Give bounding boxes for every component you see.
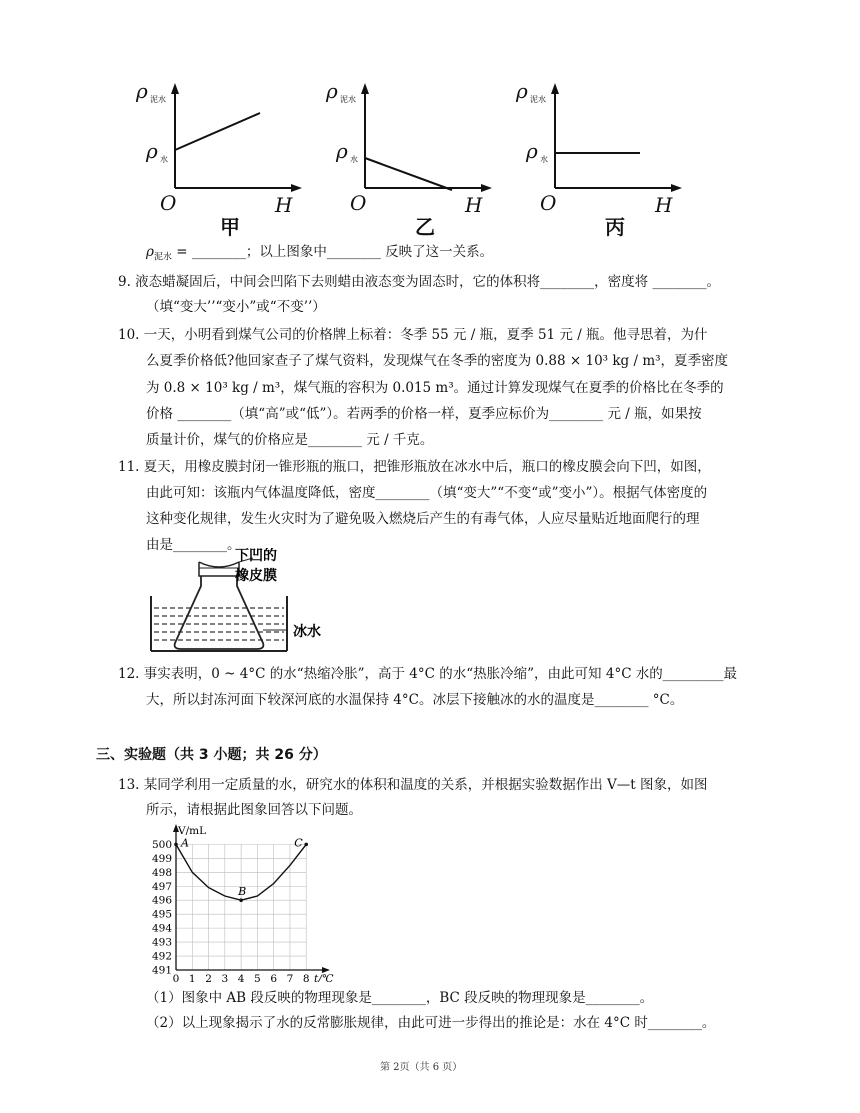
svg-text:O: O	[160, 191, 177, 215]
q12-line1: 12. 事实表明，0 ~ 4°C 的水“热缩冷胀”，高于 4°C 的水“热胀冷缩”，由此可知 4°C 水的_________最	[118, 666, 738, 682]
y-tick-label: 492	[151, 950, 172, 963]
q8-answer-line: $\rho_{泥水}$ = ________；以上图象中________ 反映了这一关系。	[146, 244, 494, 263]
x-tick-label: 4	[237, 973, 245, 982]
q13-line1: 13. 某同学利用一定质量的水，研究水的体积和温度的关系，并根据实验数据作出 V—t 图象，如图	[118, 777, 708, 793]
svg-text:泥水: 泥水	[340, 95, 356, 104]
svg-text:ρ: ρ	[326, 79, 338, 103]
svg-text:H: H	[655, 193, 673, 217]
svg-text:O: O	[540, 191, 557, 215]
y-tick-label: 494	[151, 922, 172, 935]
y-tick-label: 493	[151, 936, 172, 949]
svg-text:O: O	[350, 191, 367, 215]
y-tick-label: 497	[151, 880, 172, 893]
svg-text:ρ: ρ	[516, 79, 528, 103]
q13-line2: 所示，请根据此图象回答以下问题。	[146, 802, 362, 818]
y-tick-label: 500	[151, 838, 172, 851]
section-title: 三、实验题（共 3 小题；共 26 分）	[96, 747, 327, 763]
svg-text:ρ: ρ	[336, 139, 348, 163]
x-axis-label: t/℃	[314, 973, 334, 982]
q10-line5: 质量计价，煤气的价格应是________ 元 / 千克。	[146, 432, 434, 448]
svg-text:ρ: ρ	[526, 139, 538, 163]
q13-sub2: （2）以上现象揭示了水的反常膨胀规律，由此可进一步得出的推论是：水在 4°C 时________。	[146, 1015, 716, 1031]
svg-text:H: H	[465, 193, 483, 217]
svg-text:泥水: 泥水	[150, 95, 166, 104]
svg-text:水: 水	[160, 155, 168, 164]
x-tick-label: 3	[221, 973, 229, 982]
q11-line1: 11. 夏天，用橡皮膜封闭一锥形瓶的瓶口，把锥形瓶放在冰水中后，瓶口的橡皮膜会向下凹，如图，	[118, 459, 711, 475]
q10-line3: 为 0.8 × 10³ kg / m³，煤气瓶的容积为 0.015 m³。通过计算发现煤气在夏季的价格比在冬季的	[146, 380, 724, 396]
graph-jia	[135, 79, 302, 239]
caption-yi: 乙	[415, 215, 435, 239]
svg-text:H: H	[275, 193, 293, 217]
q12-line2: 大，所以封冻河面下较深河底的水温保持 4°C。冰层下接触冰的水的温度是________ °C。	[146, 692, 684, 708]
q9-line1: 9. 液态蜡凝固后，中间会凹陷下去则蜡由液态变为固态时，它的体积将________，密度将 ________。	[118, 274, 720, 290]
volume-temperature-chart	[140, 822, 370, 982]
x-tick-label: 0	[172, 973, 180, 982]
svg-text:ρ: ρ	[146, 139, 158, 163]
x-tick-label: 6	[270, 973, 278, 982]
data-point-b	[239, 898, 243, 902]
q11-line4: 由是________。	[146, 537, 241, 553]
flask-icewater-figure	[145, 548, 345, 658]
y-tick-label: 496	[151, 894, 172, 907]
page-footer: 第 2页（共 6 页）	[380, 1062, 463, 1073]
label-membrane-1: 下凹的	[235, 548, 277, 564]
x-tick-label: 1	[188, 973, 196, 982]
density-graphs	[130, 78, 690, 243]
svg-text:水: 水	[350, 155, 358, 164]
caption-jia: 甲	[220, 215, 240, 239]
svg-text:水: 水	[540, 155, 548, 164]
graph-jia-ylabel: ρ	[136, 79, 148, 103]
label-icewater: 冰水	[293, 624, 321, 640]
y-tick-label: 491	[151, 964, 172, 977]
q10-line2: 么夏季价格低?他回家查子了煤气资料，发现煤气在冬季的密度为 0.88 × 10³ kg / m³，夏季密度	[146, 353, 729, 369]
x-tick-label: 5	[254, 973, 261, 982]
point-label-b: B	[238, 885, 247, 899]
q11-line2: 由此可知：该瓶内气体温度降低，密度________（填“变大”“不变“或”变小”）。根据气体密度的	[146, 485, 708, 501]
q11-line3: 这种变化规律，发生火灾时为了避免吸入燃烧后产生的有毒气体，人应尽量贴近地面爬行的理	[146, 511, 700, 527]
point-label-c: C	[294, 836, 303, 850]
q13-sub1: （1）图象中 AB 段反映的物理现象是________，BC 段反映的物理现象是________。	[146, 990, 654, 1006]
data-point-c	[304, 843, 308, 847]
q9-line2: （填“变大’’“变小”或“不变’’）	[146, 299, 326, 315]
q10-line1: 10. 一天，小明看到煤气公司的价格牌上标着：冬季 55 元 / 瓶，夏季 51 元 / 瓶。他寻思着，为什	[118, 327, 708, 343]
svg-text:泥水: 泥水	[530, 95, 546, 104]
x-tick-label: 7	[286, 973, 294, 982]
graph-bing	[515, 79, 682, 239]
x-tick-label: 2	[205, 973, 212, 982]
y-tick-label: 499	[151, 852, 172, 865]
point-label-a: A	[181, 836, 189, 850]
y-tick-label: 495	[151, 908, 172, 921]
label-membrane-2: 橡皮膜	[235, 568, 277, 584]
q10-line4: 价格 ________（填“高”或“低”）。若两季的价格一样，夏季应标价为________ 元 / 瓶，如果按	[146, 406, 702, 422]
graph-yi	[325, 79, 492, 239]
y-tick-label: 498	[151, 866, 172, 879]
data-point-a	[174, 843, 178, 847]
y-axis-label: V/mL	[178, 825, 207, 837]
caption-bing: 丙	[605, 215, 625, 239]
x-tick-label: 8	[302, 973, 310, 982]
